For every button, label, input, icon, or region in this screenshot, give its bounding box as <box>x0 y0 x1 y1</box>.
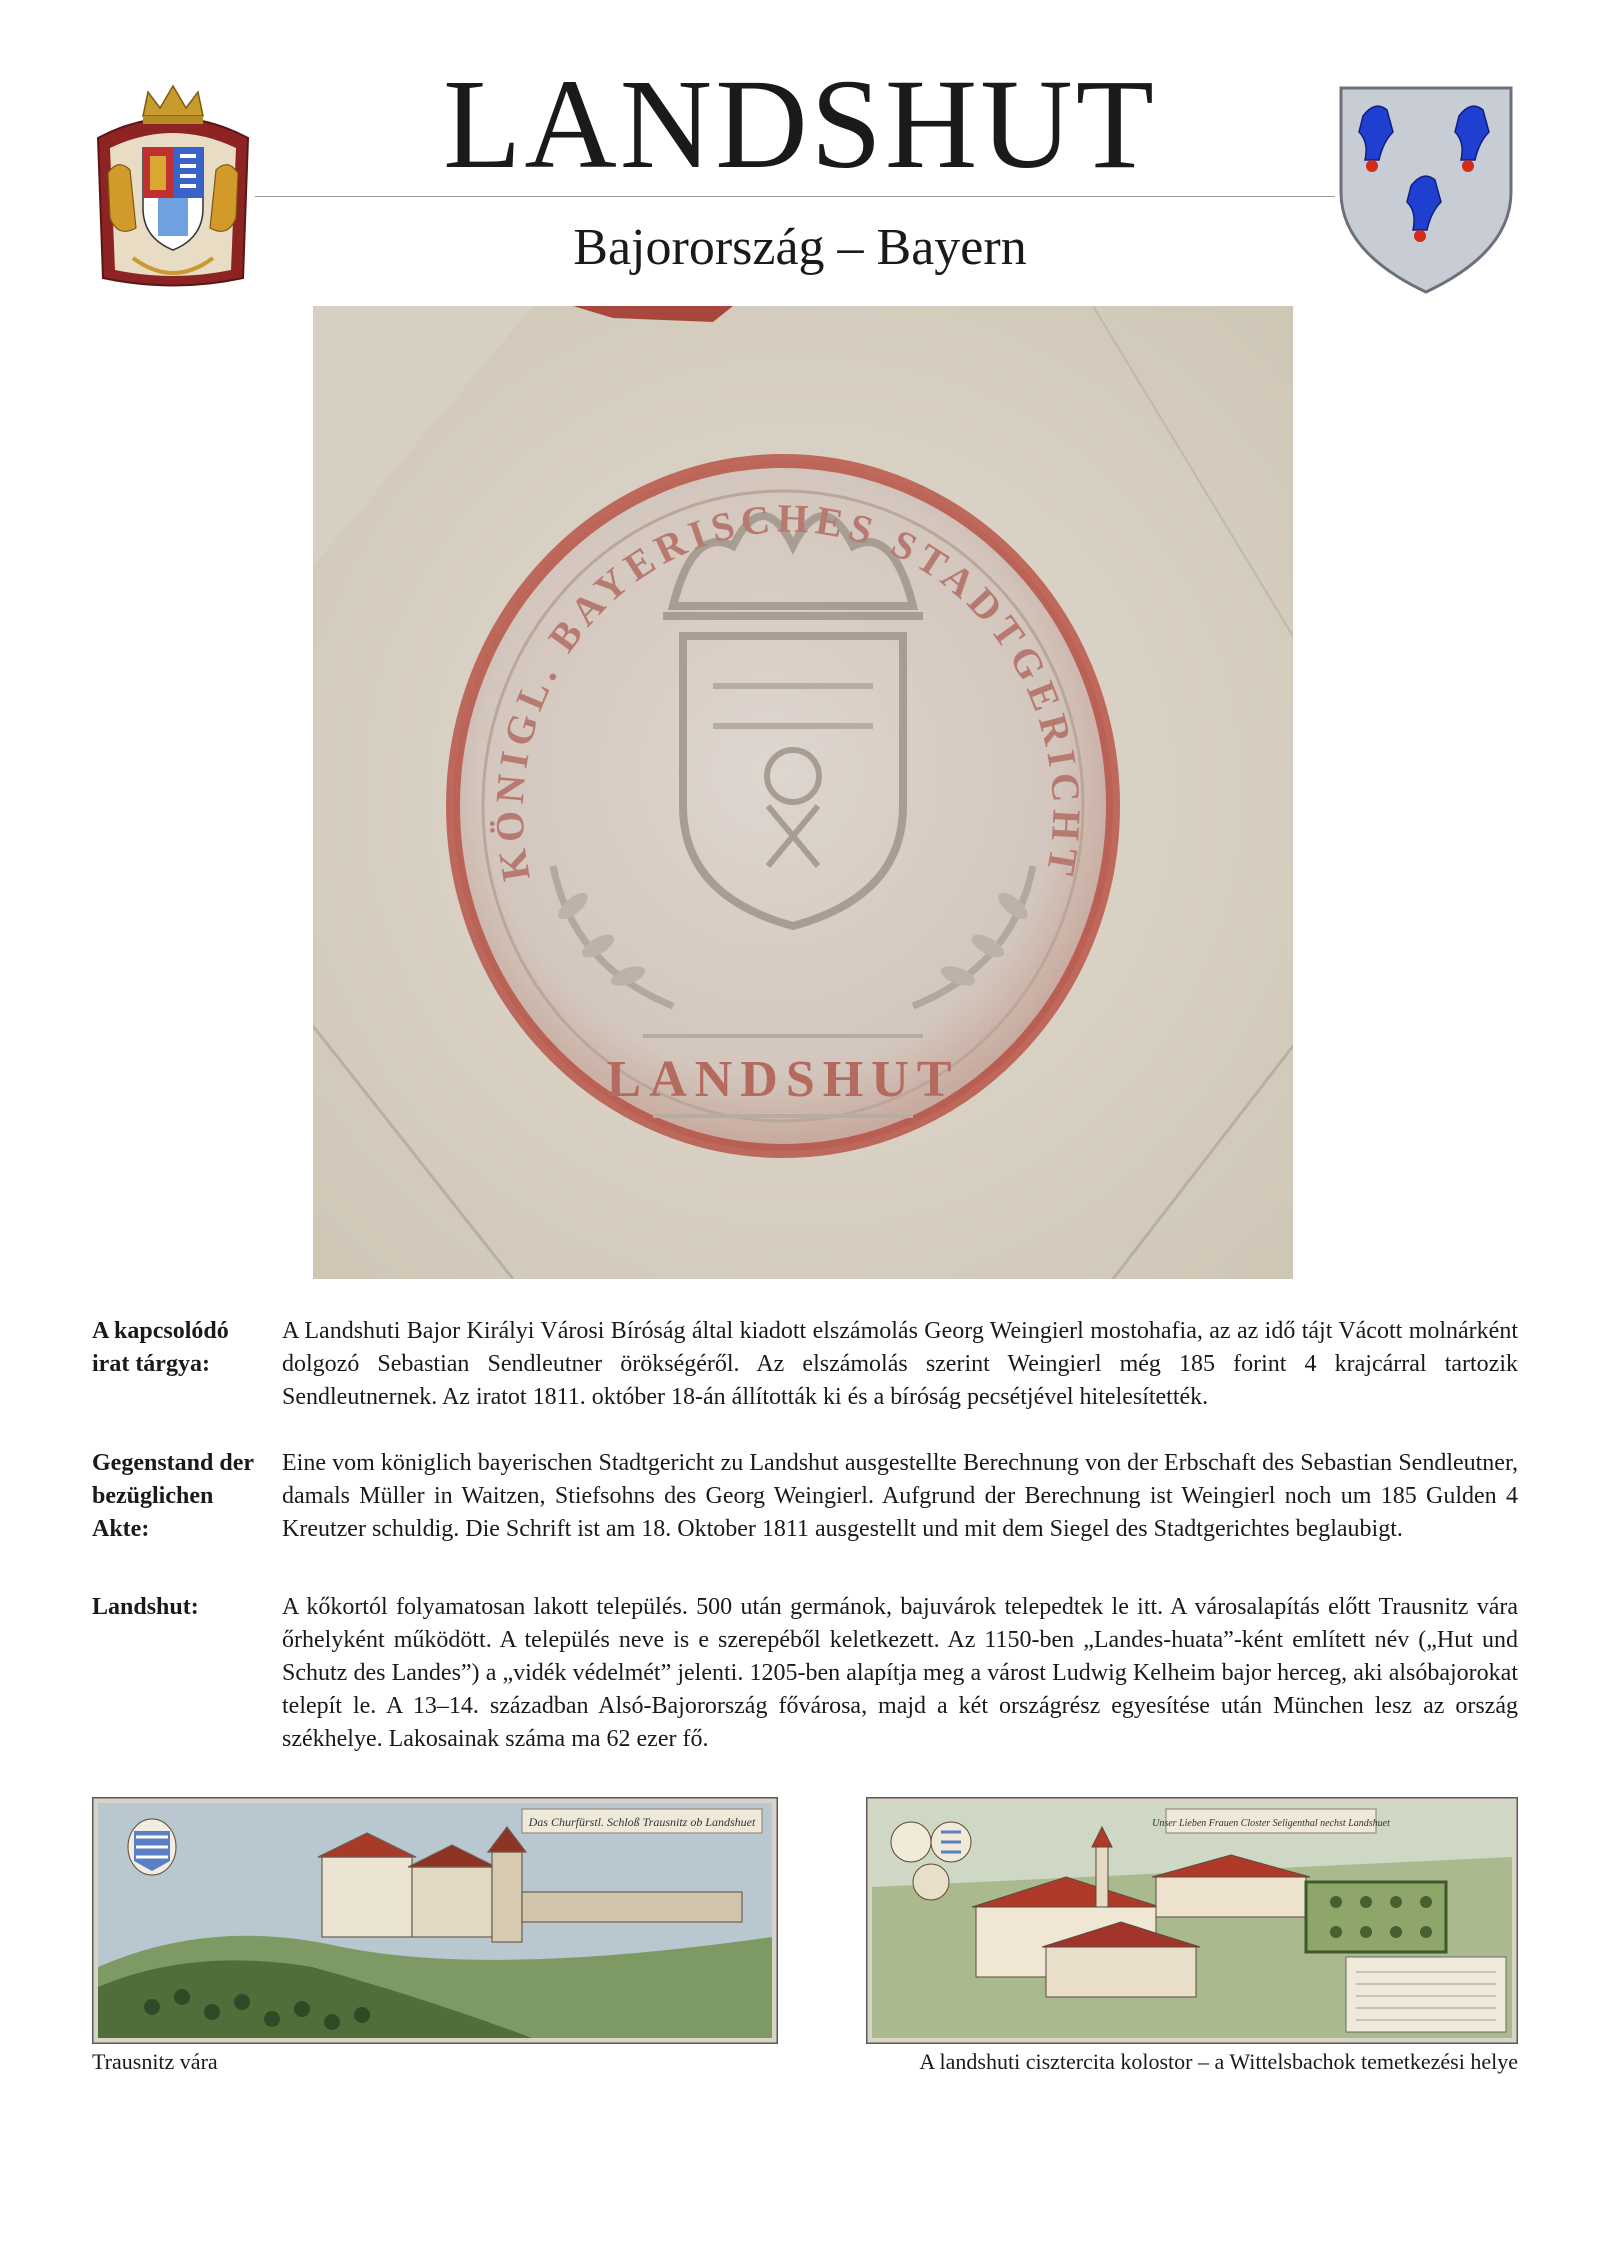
wax-seal-photo <box>313 306 1293 1279</box>
section-text-german: Eine vom königlich bayerischen Stadtgericht zu Landshut ausgestellte Berechnung von der Erbschaft des Sebastian Sendleutner, damals Müller in Waitzen, Stiefsohns des Georg Weingierl. Aufgrund der Berechnung ist Weingierl noch um 185 Gulden 4 Kreutzer schuldig. Die Schrift ist am 18. Oktober 1811 ausgestellt und mit dem Siegel des Stadtgerichtes beglaubigt. <box>282 1450 1518 1542</box>
seal-inscription-top: KÖNIGL. BAYERISCHES STADTGERICHT <box>486 495 1090 885</box>
section-label-german: Gegenstand der bezüglichen Akte: <box>92 1450 254 1542</box>
left-engraving-banner: Das Churfürstl. Schloß Trausnitz ob Landshuet <box>528 1815 756 1829</box>
bavarian-coat-of-arms-icon <box>88 78 258 298</box>
landshut-coat-of-arms-icon <box>1335 82 1517 297</box>
right-engraving-banner: Unser Lieben Frauen Closter Seligenthal nechst Landshuet <box>1152 1818 1390 1829</box>
trausnitz-castle-engraving <box>92 1797 778 2044</box>
caption-right: A landshuti cisztercita kolostor – a Wittelsbachok temetkezési helye <box>919 2049 1518 2074</box>
caption-left: Trausnitz vára <box>92 2049 218 2074</box>
section-text-landshut: A kőkortól folyamatosan lakott település. 500 után germánok, bajuvárok telepedtek le itt. A városalapítás előtt Trausnitz vára őrhelyként működött. A település neve is e szerepéből keletkezett. Az 1150-ben „Landes-huata”-ként említett név („Hut und Schutz des Landes”) a „vidék védelmét” jelenti. 1205-ben alapítja meg a várost Ludwig Kelheim bajor herceg, aki alsóbajorokat telepít le. A 13–14. században Alsó-Bajorország fővárosa, majd a két országrész egyesítése után München lesz az ország székhelye. Lakosainak száma ma 62 ezer fő. <box>282 1594 1518 1752</box>
section-text-hungarian: A Landshuti Bajor Királyi Városi Bíróság által kiadott elszámolás Georg Weingierl mostohafia, az az idő tájt Vácott molnárként dolgozó Sebastian Sendleutner örökségéről. Az elszámolás szerint Weingierl még 185 forint 4 krajcárral tartozik Sendleutnernek. Az iratot 1811. október 18-án állították ki és a bíróság pecsétjével hitelesítették. <box>282 1318 1518 1410</box>
page-title: LANDSHUT <box>443 53 1157 195</box>
section-label-landshut: Landshut: <box>92 1594 199 1620</box>
seligenthal-abbey-engraving <box>866 1797 1518 2044</box>
seal-inscription-bottom: LANDSHUT <box>606 1051 960 1108</box>
page-subtitle: Bajorország – Bayern <box>573 219 1027 276</box>
title-divider <box>255 196 1335 197</box>
section-label-hungarian: A kapcsolódó irat tárgya: <box>92 1318 229 1377</box>
